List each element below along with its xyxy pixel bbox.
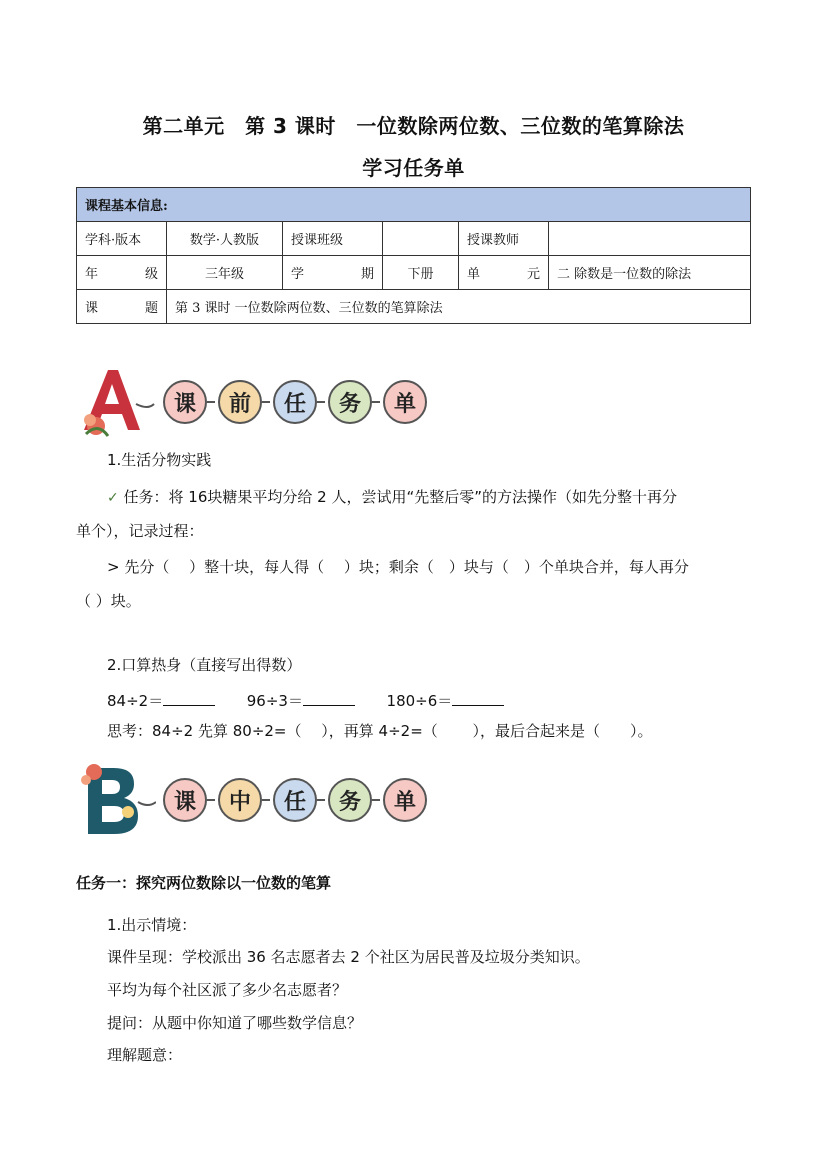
table-cell [549,222,751,256]
answer-blank [452,690,504,706]
task-line [107,486,677,507]
letter-a-logo [78,364,156,440]
banner-char: 课 [163,778,207,822]
table-cell: 单 元 [459,256,549,290]
process-line-2: （ ）块。 [76,592,141,610]
table-cell: 授课班级 [283,222,383,256]
banner-char: 中 [218,778,262,822]
table-cell: 数学·人教版 [167,222,283,256]
banner-b-chain [160,778,427,822]
task-one-title: 任务一：探究两位数除以一位数的笔算 [76,874,332,892]
banner-char: 单 [383,380,427,424]
process-line-1: > 先分（ ）整十块，每人得（ ）块；剩余（ ）块与（ ）个单块合并，每人再分 [107,558,689,576]
table-cell: 年 级 [77,256,167,290]
document-subtitle: 学习任务单 [362,156,465,180]
pre-class-task-banner [78,364,427,440]
checkmark-icon: ✓ [107,490,119,506]
banner-char: 单 [383,778,427,822]
table-row [77,290,751,324]
table-header-row [77,188,751,222]
table-cell: 二 除数是一位数的除法 [549,256,751,290]
banner-char: 前 [218,380,262,424]
answer-blank [163,690,215,706]
banner-char: 任 [273,778,317,822]
table-cell: 下册 [383,256,459,290]
banner-char: 任 [273,380,317,424]
task-text: 任务：将 16块糖果平均分给 2 人，尝试用“先整后零”的方法操作（如先分整十再分 [118,488,677,506]
table-cell [383,222,459,256]
task-line-2: 单个），记录过程： [76,522,204,540]
table-heading: 课程基本信息: [77,188,751,222]
understand-line: 理解题意： [107,1046,183,1064]
table-row [77,256,751,290]
calc-expression: 96÷3＝ [246,692,303,710]
item1-title: 1.生活分物实践 [107,451,212,469]
table-cell: 授课教师 [459,222,549,256]
table-cell: 第 3 课时 一位数除两位数、三位数的笔算除法 [167,290,751,324]
situation-title: 1.出示情境： [107,916,197,934]
calc-expression: 180÷6＝ [386,692,453,710]
prompt-line: 提问：从题中你知道了哪些数学信息？ [107,1014,363,1032]
in-class-task-banner [78,762,427,838]
question-line: 平均为每个社区派了多少名志愿者？ [107,981,348,999]
banner-char: 务 [328,778,372,822]
situation-line: 课件呈现：学校派出 36 名志愿者去 2 个社区为居民普及垃圾分类知识。 [107,948,590,966]
think-line: 思考：84÷2 先算 80÷2=（ ），再算 4÷2=（ ），最后合起来是（ ）。 [107,722,653,740]
banner-char: 务 [328,380,372,424]
table-cell: 学科·版本 [77,222,167,256]
oral-calc-row [107,690,504,711]
course-info-table [76,187,751,324]
table-cell: 课 题 [77,290,167,324]
letter-b-logo [78,762,156,838]
table-cell: 学 期 [283,256,383,290]
table-cell: 三年级 [167,256,283,290]
document-title: 第二单元 第 3 课时 一位数除两位数、三位数的笔算除法 [142,114,685,138]
banner-char: 课 [163,380,207,424]
banner-a-chain [160,380,427,424]
answer-blank [303,690,355,706]
item2-title: 2.口算热身（直接写出得数） [107,656,302,674]
table-row [77,222,751,256]
calc-expression: 84÷2＝ [107,692,164,710]
